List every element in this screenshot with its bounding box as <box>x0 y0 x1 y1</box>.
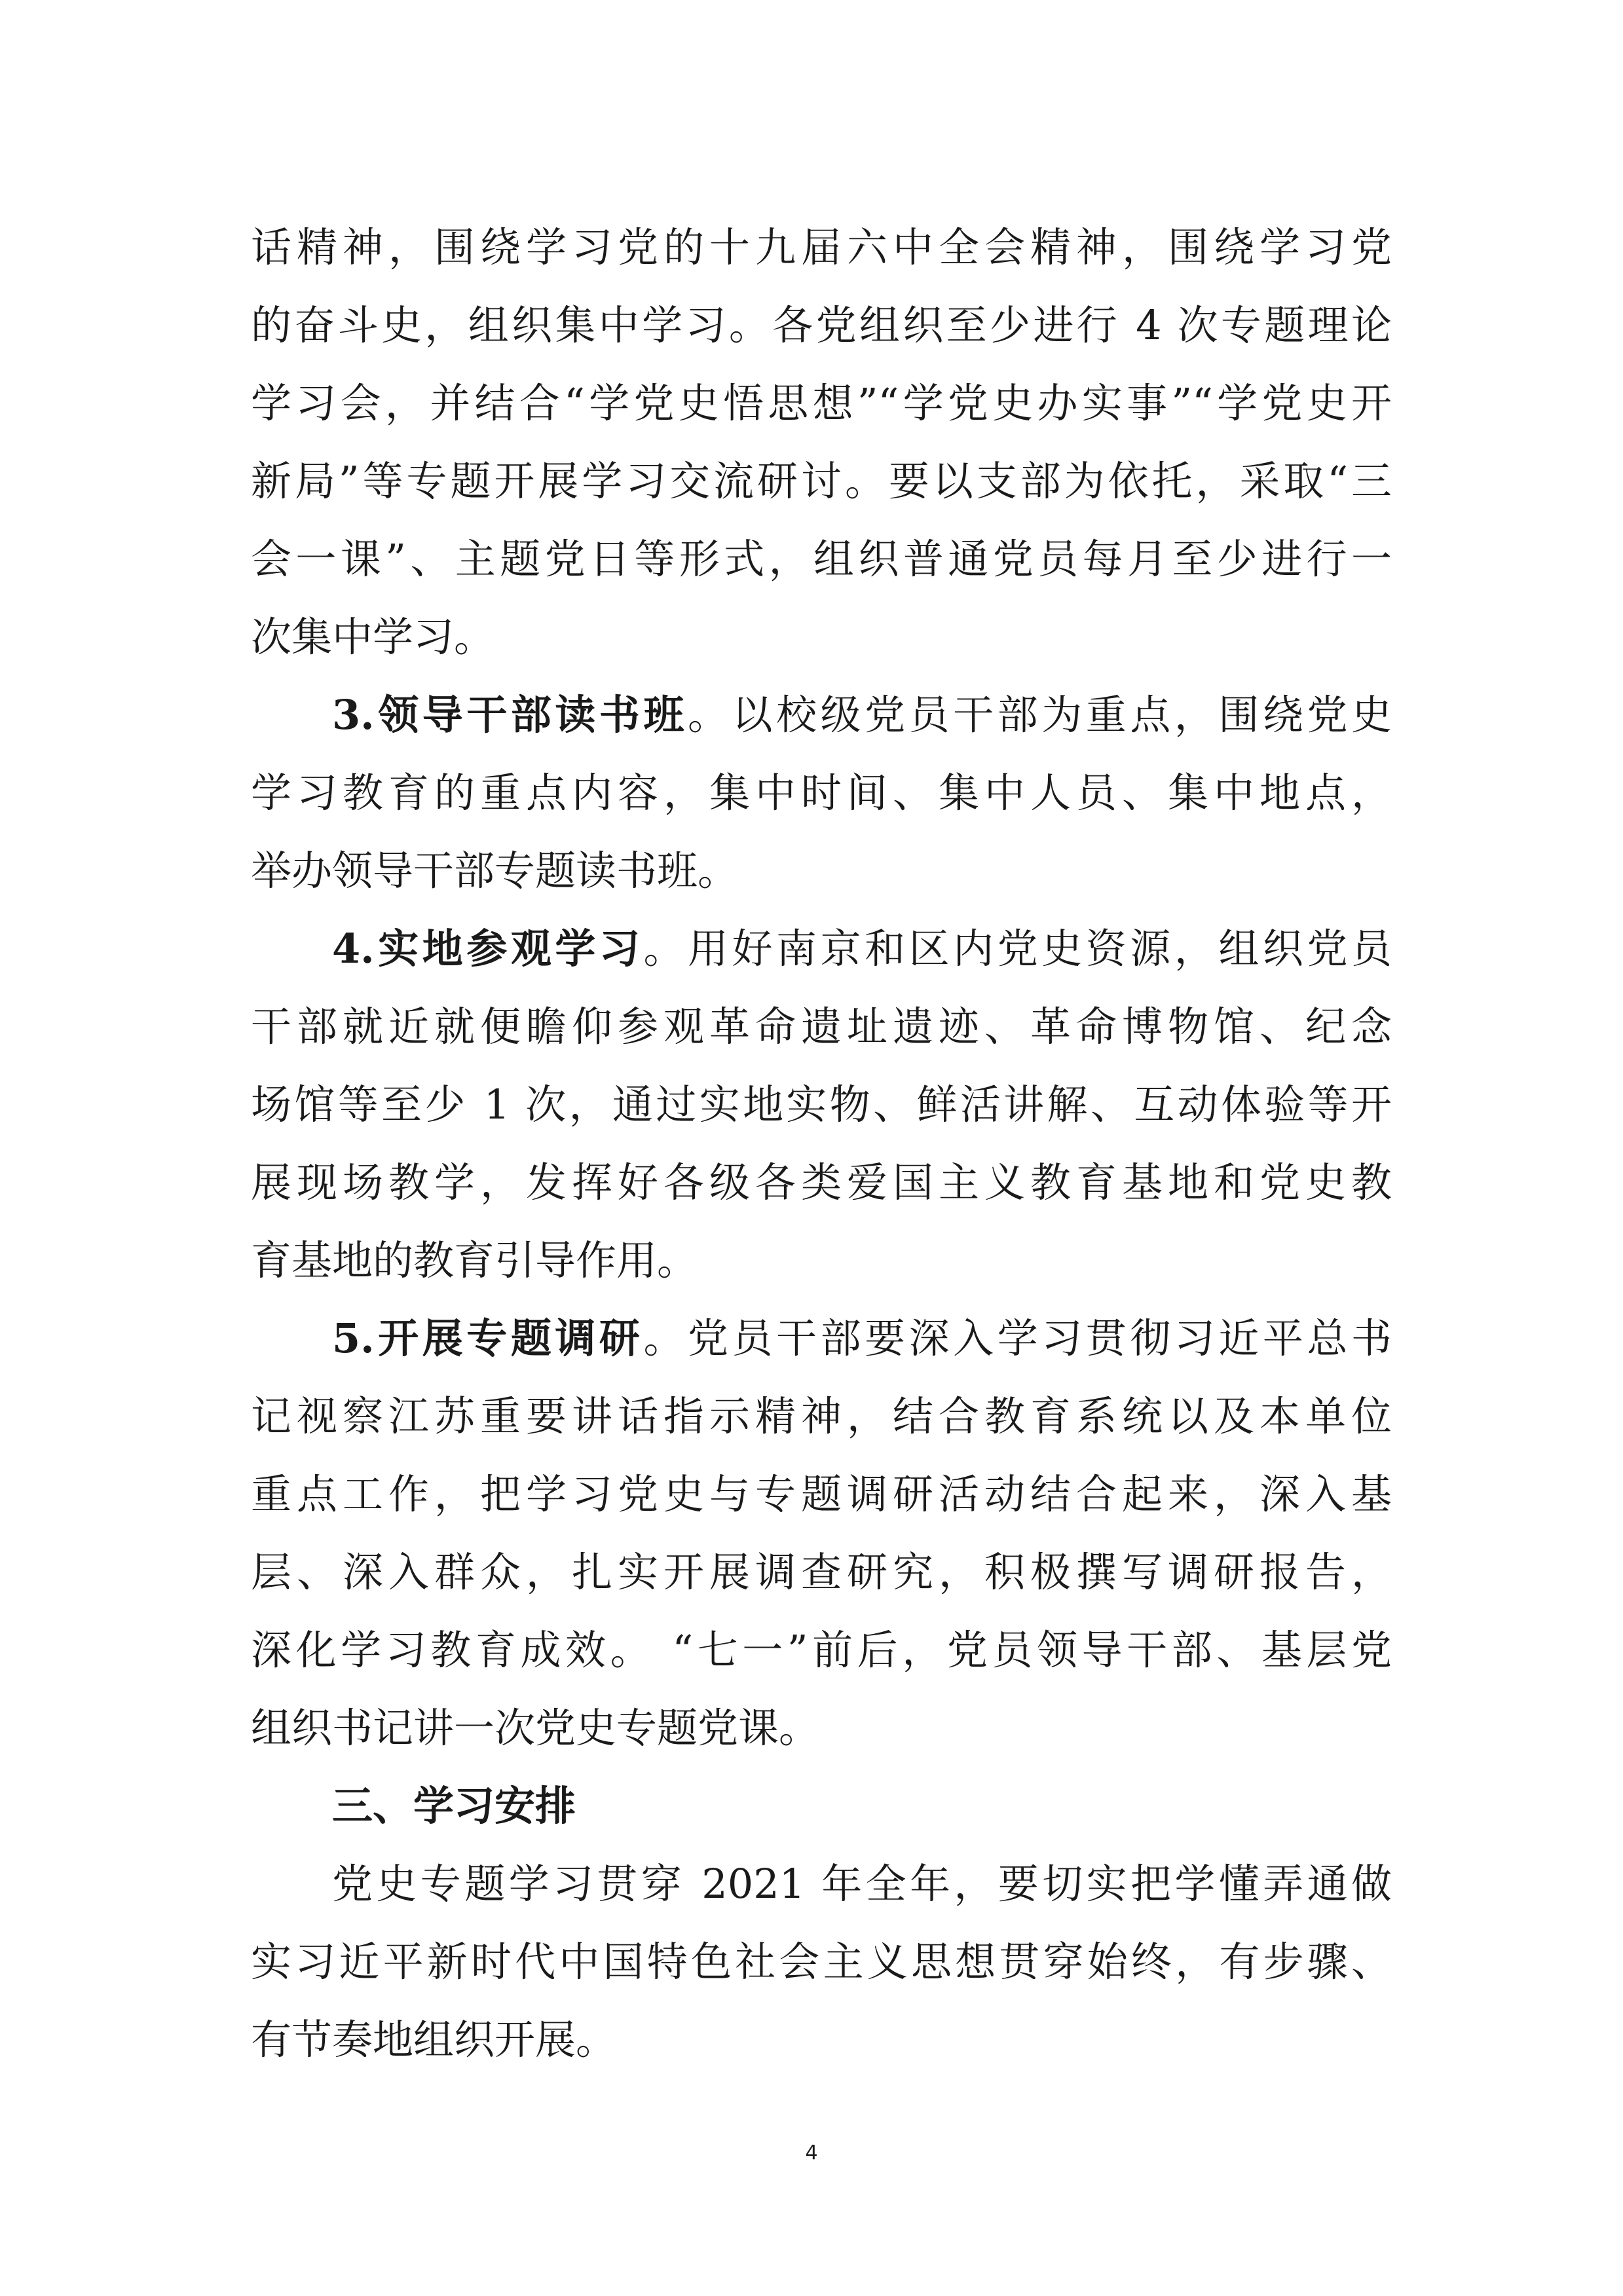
text-line <box>251 910 1392 988</box>
text-line: 党史专题学习贯穿 2021 年全年，要切实把学懂弄通做 <box>332 1860 1392 1908</box>
text-line: 干部就近就便瞻仰参观革命遗址遗迹、革命博物馆、纪念 <box>251 1003 1392 1050</box>
text-line: 组织书记讲一次党史专题党课。 <box>251 1704 820 1752</box>
text-line <box>251 676 1392 754</box>
text-line: 有节奏地组织开展。 <box>251 2016 617 2064</box>
text-line: 举办领导干部专题读书班。 <box>251 847 739 895</box>
item-text: 。党员干部要深入学习贯彻习近平总书 <box>643 1314 1392 1362</box>
text-line: 重点工作，把学习党史与专题调研活动结合起来，深入基 <box>251 1470 1392 1518</box>
text-line: 育基地的教育引导作用。 <box>251 1236 698 1284</box>
text-line: 学习教育的重点内容，集中时间、集中人员、集中地点， <box>251 769 1392 817</box>
text-line: 场馆等至少 1 次，通过实地实物、鲜活讲解、互动体验等开 <box>251 1081 1392 1128</box>
text-line: 记视察江苏重要讲话指示精神，结合教育系统以及本单位 <box>251 1392 1392 1440</box>
text-line: 展现场教学，发挥好各级各类爱国主义教育基地和党史教 <box>251 1158 1392 1206</box>
item-text: 。以校级党员干部为重点，围绕党史 <box>688 691 1392 739</box>
document-body <box>251 208 1392 2079</box>
text-line: 的奋斗史，组织集中学习。各党组织至少进行 4 次专题理论 <box>251 301 1392 349</box>
page-number: 4 <box>805 2141 818 2164</box>
item-heading: 5.开展专题调研 <box>332 1314 644 1362</box>
text-line: 次集中学习。 <box>251 613 495 661</box>
paragraph-item-5 <box>251 1299 1392 1767</box>
paragraph-item-3 <box>251 676 1392 910</box>
text-line: 深化学习教育成效。 “七一”前后，党员领导干部、基层党 <box>251 1626 1392 1674</box>
section-heading: 三、学习安排 <box>332 1782 576 1830</box>
item-text: 。用好南京和区内党史资源，组织党员 <box>643 925 1392 972</box>
item-heading: 4.实地参观学习 <box>332 925 644 972</box>
paragraph-study-arrangement <box>251 1845 1392 2079</box>
text-line: 新局”等专题开展学习交流研讨。要以支部为依托，采取“三 <box>251 457 1392 505</box>
text-line: 学习会，并结合“学党史悟思想”“学党史办实事”“学党史开 <box>251 379 1392 427</box>
text-line: 话精神，围绕学习党的十九届六中全会精神，围绕学习党 <box>251 223 1392 271</box>
text-line <box>251 1299 1392 1377</box>
text-line: 会一课”、主题党日等形式，组织普通党员每月至少进行一 <box>251 535 1392 583</box>
paragraph-item-4 <box>251 910 1392 1299</box>
paragraph-study-sessions <box>251 208 1392 676</box>
text-line: 层、深入群众，扎实开展调查研究，积极撰写调研报告， <box>251 1548 1392 1596</box>
item-heading: 3.领导干部读书班 <box>332 691 688 739</box>
text-line: 实习近平新时代中国特色社会主义思想贯穿始终，有步骤、 <box>251 1938 1392 1986</box>
